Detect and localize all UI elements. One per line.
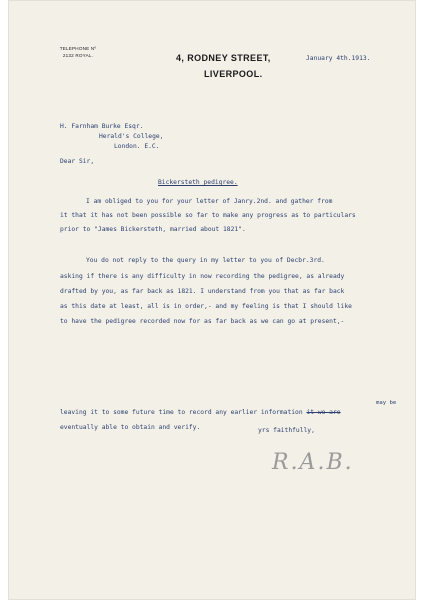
subject-line: Bickersteth pedigree.	[158, 179, 238, 186]
struck-through-text: it we are	[306, 409, 341, 416]
paragraph-2-line: to have the pedigree recorded now for as far back as we can go at present,-	[60, 318, 345, 325]
telephone-block	[48, 45, 108, 59]
letter-page	[8, 0, 416, 600]
paragraph-1-line: I am obliged to you for your letter of Janry.2nd. and gather from	[86, 198, 333, 205]
paragraph-2-line: asking if there is any difficulty in now recording the pedigree, as already	[60, 273, 345, 280]
paragraph-2-line	[60, 407, 341, 419]
address-street: 4, RODNEY STREET,	[176, 53, 271, 63]
closing: yrs faithfully,	[258, 427, 315, 434]
letterhead-address	[176, 50, 271, 82]
paragraph-2-line-text: leaving it to some future time to record any earlier information	[60, 409, 303, 416]
recipient-city: London. E.C.	[114, 143, 160, 150]
paragraph-2-line: You do not reply to the query in my letter to you of Decbr.3rd.	[86, 257, 325, 264]
interlinear-insertion: may be	[376, 400, 397, 406]
paragraph-2-line: drafted by you, as far back as 1821. I understand from you that as far back	[60, 288, 345, 295]
recipient-organization: Herald's College,	[99, 133, 164, 140]
telephone-number: 2132 ROYAL.	[62, 53, 94, 58]
recipient-name: H. Farnham Burke Esqr.	[60, 123, 144, 130]
address-city: LIVERPOOL.	[204, 69, 263, 79]
paragraph-2-last-line: eventually able to obtain and verify.	[60, 424, 201, 431]
salutation: Dear Sir,	[60, 158, 95, 165]
letter-date: January 4th.1913.	[306, 55, 371, 62]
paragraph-1-line: prior to "James Bickersteth, married about 1821".	[60, 226, 246, 233]
paragraph-2-line: as this date at least, all is in order,- and my feeling is that I should like	[60, 303, 352, 310]
paragraph-1-line: it that it has not been possible so far to make any progress as to particulars	[60, 212, 356, 219]
signature-initials: R.A.B.	[272, 450, 354, 475]
telephone-label: TELEPHONE Nº	[59, 46, 97, 51]
